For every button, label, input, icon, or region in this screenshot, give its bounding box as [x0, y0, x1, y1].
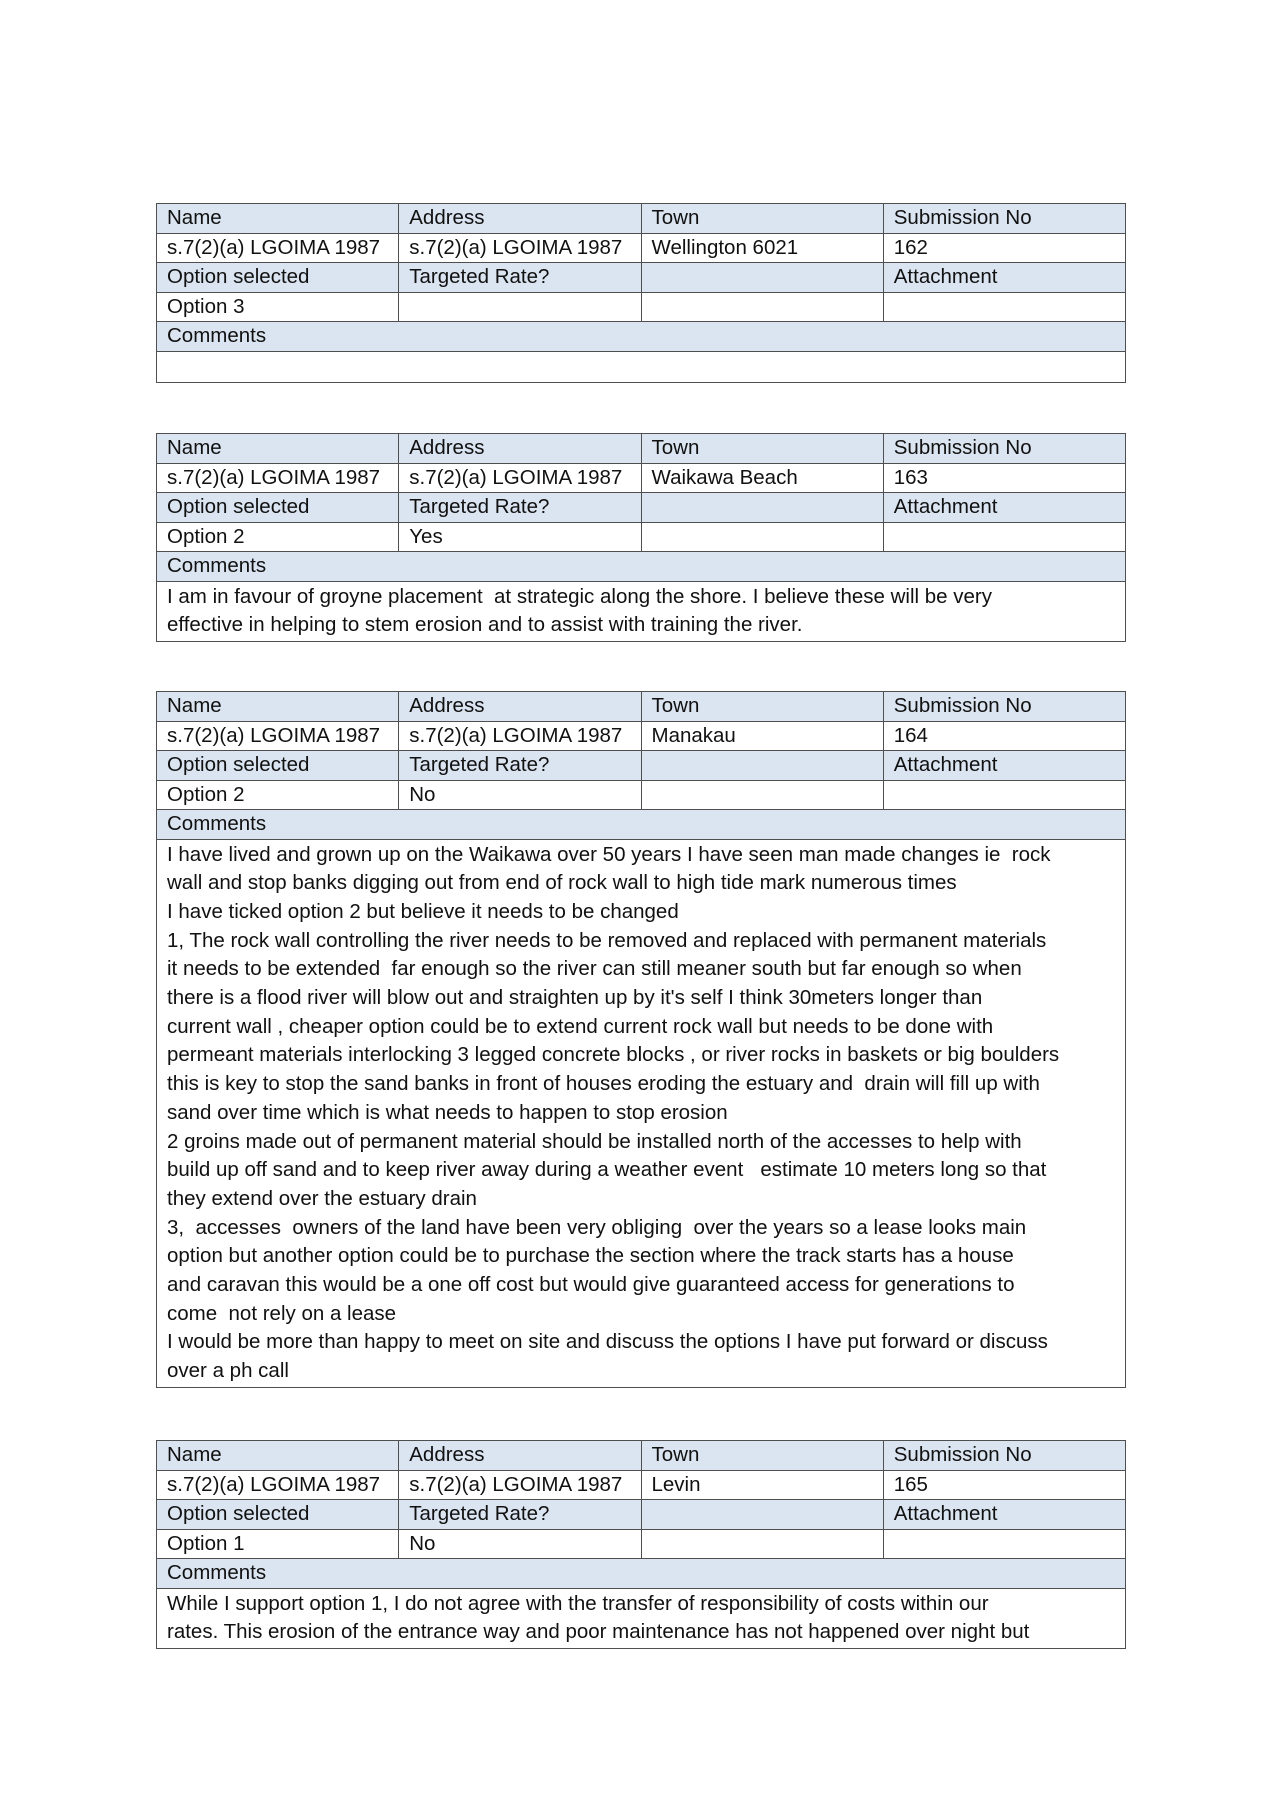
submission-no-value: 165 [883, 1470, 1125, 1500]
comment-line: and caravan this would be a one off cost but would give guaranteed access for generations to [167, 1273, 1015, 1297]
option-value: Option 2 [157, 522, 399, 552]
comment-line: While I support option 1, I do not agree with the transfer of responsibility of costs within our [167, 1591, 989, 1615]
empty-cell [641, 292, 883, 322]
targeted-rate-value [399, 292, 641, 322]
name-value: s.7(2)(a) LGOIMA 1987 [157, 463, 399, 493]
address-label: Address [399, 1441, 641, 1471]
submission-table [156, 203, 1126, 383]
comment-line: effective in helping to stem erosion and to assist with training the river. [167, 613, 803, 637]
comment-line: 3, accesses owners of the land have been very obliging over the years so a lease looks main [167, 1215, 1027, 1239]
field-value-row [157, 233, 1126, 263]
comment-line: they extend over the estuary drain [167, 1186, 477, 1210]
town-value: Waikawa Beach [641, 463, 883, 493]
comments-row [157, 581, 1126, 641]
targeted-rate-label: Targeted Rate? [399, 1500, 641, 1530]
comments-text [157, 351, 1126, 382]
comment-line: permeant materials interlocking 3 legged concrete blocks , or river rocks in baskets or big boulders [167, 1043, 1060, 1067]
field-value-row [157, 463, 1126, 493]
comments-label: Comments [157, 1559, 1126, 1589]
address-value: s.7(2)(a) LGOIMA 1987 [399, 721, 641, 751]
field-header-row [157, 434, 1126, 464]
town-label: Town [641, 204, 883, 234]
empty-cell [641, 780, 883, 810]
submission-no-label: Submission No [883, 1441, 1125, 1471]
comment-line: current wall , cheaper option could be to extend current rock wall but needs to be done with [167, 1014, 994, 1038]
address-label: Address [399, 434, 641, 464]
name-value: s.7(2)(a) LGOIMA 1987 [157, 233, 399, 263]
attachment-value [883, 292, 1125, 322]
town-value: Wellington 6021 [641, 233, 883, 263]
field-value-row [157, 721, 1126, 751]
attachment-label: Attachment [883, 493, 1125, 523]
targeted-rate-label: Targeted Rate? [399, 751, 641, 781]
option-value: Option 1 [157, 1529, 399, 1559]
submission-no-label: Submission No [883, 692, 1125, 722]
comments-header-row [157, 552, 1126, 582]
comments-label: Comments [157, 322, 1126, 352]
option-value: Option 3 [157, 292, 399, 322]
comment-line: I am in favour of groyne placement at strategic along the shore. I believe these will be very [167, 584, 992, 608]
town-value: Levin [641, 1470, 883, 1500]
comment-line: option but another option could be to purchase the section where the track starts has a house [167, 1244, 1014, 1268]
field-header-row [157, 1441, 1126, 1471]
targeted-rate-value: No [399, 1529, 641, 1559]
comments-label: Comments [157, 810, 1126, 840]
comment-line: rates. This erosion of the entrance way and poor maintenance has not happened over night but [167, 1620, 1030, 1644]
comment-line: come not rely on a lease [167, 1301, 397, 1325]
submission-no-label: Submission No [883, 434, 1125, 464]
submission-table [156, 691, 1126, 1388]
option-selected-label: Option selected [157, 751, 399, 781]
comments-row [157, 1588, 1126, 1648]
comments-header-row [157, 322, 1126, 352]
submission-163 [156, 433, 1126, 642]
submission-no-label: Submission No [883, 204, 1125, 234]
comments-label: Comments [157, 552, 1126, 582]
option-selected-label: Option selected [157, 493, 399, 523]
address-value: s.7(2)(a) LGOIMA 1987 [399, 233, 641, 263]
address-value: s.7(2)(a) LGOIMA 1987 [399, 1470, 641, 1500]
option-value-row [157, 1529, 1126, 1559]
comment-line: there is a flood river will blow out and straighten up by it's self I think 30meters longer than [167, 986, 983, 1010]
comments-header-row [157, 810, 1126, 840]
option-value-row [157, 780, 1126, 810]
empty-cell [641, 1500, 883, 1530]
comment-line: wall and stop banks digging out from end of rock wall to high tide mark numerous times [167, 871, 957, 895]
empty-cell [641, 493, 883, 523]
attachment-value [883, 780, 1125, 810]
comments-text [157, 1588, 1126, 1648]
comments-row [157, 839, 1126, 1387]
option-selected-label: Option selected [157, 1500, 399, 1530]
town-label: Town [641, 434, 883, 464]
empty-cell [641, 263, 883, 293]
comment-line: sand over time which is what needs to happen to stop erosion [167, 1100, 728, 1124]
comment-line: I have ticked option 2 but believe it needs to be changed [167, 899, 679, 923]
option-header-row [157, 263, 1126, 293]
name-label: Name [157, 434, 399, 464]
comment-line: I would be more than happy to meet on site and discuss the options I have put forward or discuss [167, 1330, 1048, 1354]
submission-table [156, 1440, 1126, 1649]
comment-line: 2 groins made out of permanent material should be installed north of the accesses to help with [167, 1129, 1022, 1153]
comment-line: it needs to be extended far enough so the river can still meaner south but far enough so when [167, 957, 1022, 981]
town-label: Town [641, 1441, 883, 1471]
option-header-row [157, 751, 1126, 781]
empty-cell [641, 751, 883, 781]
comments-text [157, 581, 1126, 641]
targeted-rate-label: Targeted Rate? [399, 263, 641, 293]
attachment-value [883, 1529, 1125, 1559]
targeted-rate-value: Yes [399, 522, 641, 552]
comments-text [157, 839, 1126, 1387]
attachment-label: Attachment [883, 1500, 1125, 1530]
address-label: Address [399, 692, 641, 722]
field-value-row [157, 1470, 1126, 1500]
field-header-row [157, 692, 1126, 722]
comments-header-row [157, 1559, 1126, 1589]
attachment-label: Attachment [883, 751, 1125, 781]
option-selected-label: Option selected [157, 263, 399, 293]
attachment-value [883, 522, 1125, 552]
comments-row [157, 351, 1126, 382]
option-header-row [157, 493, 1126, 523]
name-label: Name [157, 1441, 399, 1471]
town-label: Town [641, 692, 883, 722]
option-header-row [157, 1500, 1126, 1530]
submission-no-value: 164 [883, 721, 1125, 751]
submission-162 [156, 203, 1126, 383]
targeted-rate-value: No [399, 780, 641, 810]
comment-line: build up off sand and to keep river away during a weather event estimate 10 meters long so that [167, 1158, 1047, 1182]
option-value: Option 2 [157, 780, 399, 810]
name-label: Name [157, 204, 399, 234]
name-label: Name [157, 692, 399, 722]
attachment-label: Attachment [883, 263, 1125, 293]
field-header-row [157, 204, 1126, 234]
comment-line: 1, The rock wall controlling the river needs to be removed and replaced with permanent materials [167, 928, 1047, 952]
name-value: s.7(2)(a) LGOIMA 1987 [157, 721, 399, 751]
comment-line: this is key to stop the sand banks in front of houses eroding the estuary and drain will fill up with [167, 1072, 1040, 1096]
name-value: s.7(2)(a) LGOIMA 1987 [157, 1470, 399, 1500]
targeted-rate-label: Targeted Rate? [399, 493, 641, 523]
comment-line: I have lived and grown up on the Waikawa over 50 years I have seen man made changes ie rock [167, 842, 1051, 866]
submission-165 [156, 1440, 1126, 1649]
empty-cell [641, 522, 883, 552]
option-value-row [157, 522, 1126, 552]
option-value-row [157, 292, 1126, 322]
town-value: Manakau [641, 721, 883, 751]
submission-no-value: 163 [883, 463, 1125, 493]
address-label: Address [399, 204, 641, 234]
submission-table [156, 433, 1126, 642]
comment-line: over a ph call [167, 1359, 289, 1383]
submission-no-value: 162 [883, 233, 1125, 263]
submission-164 [156, 691, 1126, 1388]
empty-cell [641, 1529, 883, 1559]
address-value: s.7(2)(a) LGOIMA 1987 [399, 463, 641, 493]
